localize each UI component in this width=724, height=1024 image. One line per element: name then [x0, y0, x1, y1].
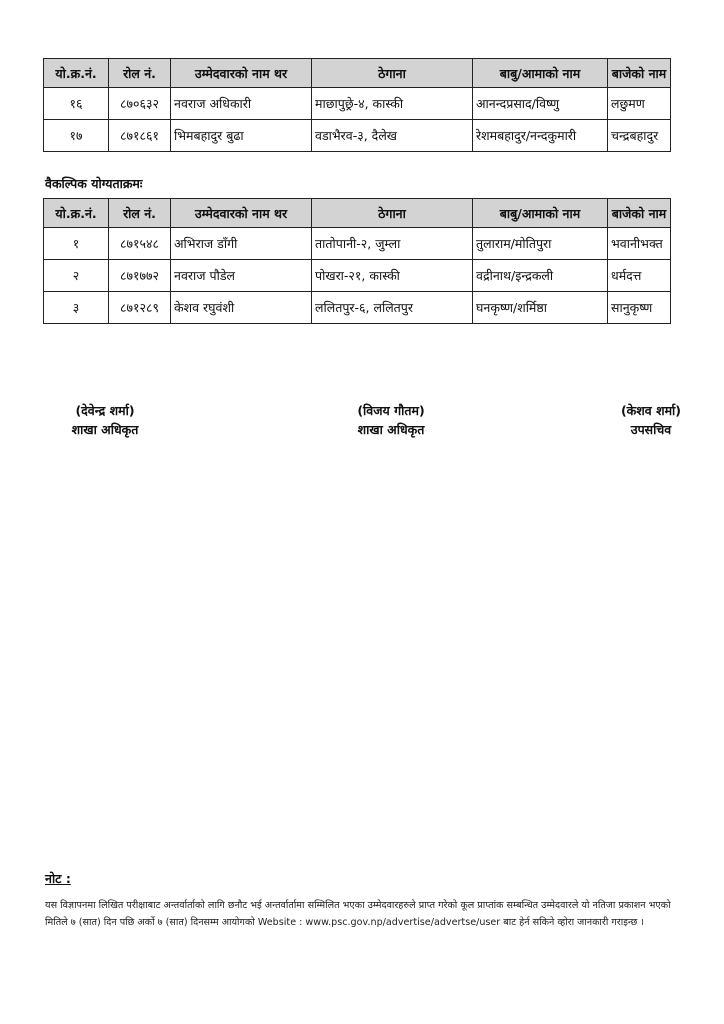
name-cell: भिमबहादुर बुढा — [171, 120, 312, 152]
header-roll: रोल नं. — [109, 59, 171, 88]
header-roll: रोल नं. — [109, 199, 171, 228]
roll-cell: ८७१५४८ — [109, 228, 171, 260]
address-cell: वडाभैरव-३, दैलेख — [312, 120, 473, 152]
signatory-name: (देवेन्द्र शर्मा) — [75, 403, 135, 418]
name-cell: नवराज पौडेल — [171, 260, 312, 292]
signatory-title: शाखा अधिकृत — [71, 422, 139, 437]
selected-candidates-table — [43, 58, 671, 152]
signatory-block — [586, 401, 716, 439]
roll-cell: ८७०६३२ — [109, 88, 171, 120]
serial-cell: १ — [44, 228, 109, 260]
header-address: ठेगाना — [312, 199, 473, 228]
roll-cell: ८७१२८९ — [109, 292, 171, 324]
parents-cell: आनन्दप्रसाद/विष्णु — [473, 88, 608, 120]
header-name: उम्मेदवारको नाम थर — [171, 59, 312, 88]
address-cell: तातोपानी-२, जुम्ला — [312, 228, 473, 260]
header-parents: बाबु/आमाको नाम — [473, 199, 608, 228]
grandfather-cell: चन्द्रबहादुर — [608, 120, 671, 152]
signatory-block — [326, 401, 456, 439]
signatory-title: उपसचिव — [630, 422, 672, 437]
header-grandfather: बाजेको नाम — [608, 199, 671, 228]
parents-cell: तुलाराम/मोतिपुरा — [473, 228, 608, 260]
serial-cell: १७ — [44, 120, 109, 152]
roll-cell: ८७१८६१ — [109, 120, 171, 152]
parents-cell: वद्रीनाथ/इन्द्रकली — [473, 260, 608, 292]
header-parents: बाबु/आमाको नाम — [473, 59, 608, 88]
alternate-list-title: वैकल्पिक योग्यताक्रमः — [45, 176, 143, 191]
header-grandfather: बाजेको नाम — [608, 59, 671, 88]
name-cell: अभिराज डाँगी — [171, 228, 312, 260]
signatory-name: (केशव शर्मा) — [620, 403, 682, 418]
signatory-title: शाखा अधिकृत — [357, 422, 425, 437]
table-header-row — [44, 199, 671, 228]
header-serial: यो.क्र.नं. — [44, 199, 109, 228]
serial-cell: १६ — [44, 88, 109, 120]
grandfather-cell: सानुकृष्ण — [608, 292, 671, 324]
alternate-candidates-table — [43, 198, 671, 324]
signatory-name: (विजय गौतम) — [357, 403, 425, 418]
table-row — [44, 88, 671, 120]
header-address: ठेगाना — [312, 59, 473, 88]
table-row — [44, 120, 671, 152]
grandfather-cell: धर्मदत्त — [608, 260, 671, 292]
serial-cell: २ — [44, 260, 109, 292]
roll-cell: ८७१७७२ — [109, 260, 171, 292]
table-row — [44, 292, 671, 324]
header-name: उम्मेदवारको नाम थर — [171, 199, 312, 228]
grandfather-cell: लछुमण — [608, 88, 671, 120]
signatory-block — [40, 401, 170, 439]
address-cell: पोखरा-२१, कास्की — [312, 260, 473, 292]
name-cell: नवराज अधिकारी — [171, 88, 312, 120]
serial-cell: ३ — [44, 292, 109, 324]
table-row — [44, 260, 671, 292]
table-header-row — [44, 59, 671, 88]
header-serial: यो.क्र.नं. — [44, 59, 109, 88]
parents-cell: घनकृष्ण/शर्मिष्ठा — [473, 292, 608, 324]
parents-cell: रेशमबहादुर/नन्दकुमारी — [473, 120, 608, 152]
name-cell: केशव रघुवंशी — [171, 292, 312, 324]
grandfather-cell: भवानीभक्त — [608, 228, 671, 260]
table-row — [44, 228, 671, 260]
address-cell: माछापुछ्रे-४, कास्की — [312, 88, 473, 120]
note-text: यस विज्ञापनमा लिखित परीक्षाबाट अन्तर्वार्ताको लागि छनौट भई अन्तर्वार्तामा सम्मिलित भएका उम्मेदवारहरुले प्राप्त गरेको कूल प्राप्तांक सम्बन्धित उम्मेदवारले यो नतिजा प्रकाशन भएको मितिले ७ (सात) दिन पछि अर्को ७ (सात) दिनसम्म आयोगको Website : www.psc.gov.np/advertise/advertse/user बाट हेर्न सकिने व्होरा जानकारी गराइन्छ । — [45, 900, 671, 928]
note-heading: नोट : — [45, 871, 71, 886]
address-cell: ललितपुर-६, ललितपुर — [312, 292, 473, 324]
